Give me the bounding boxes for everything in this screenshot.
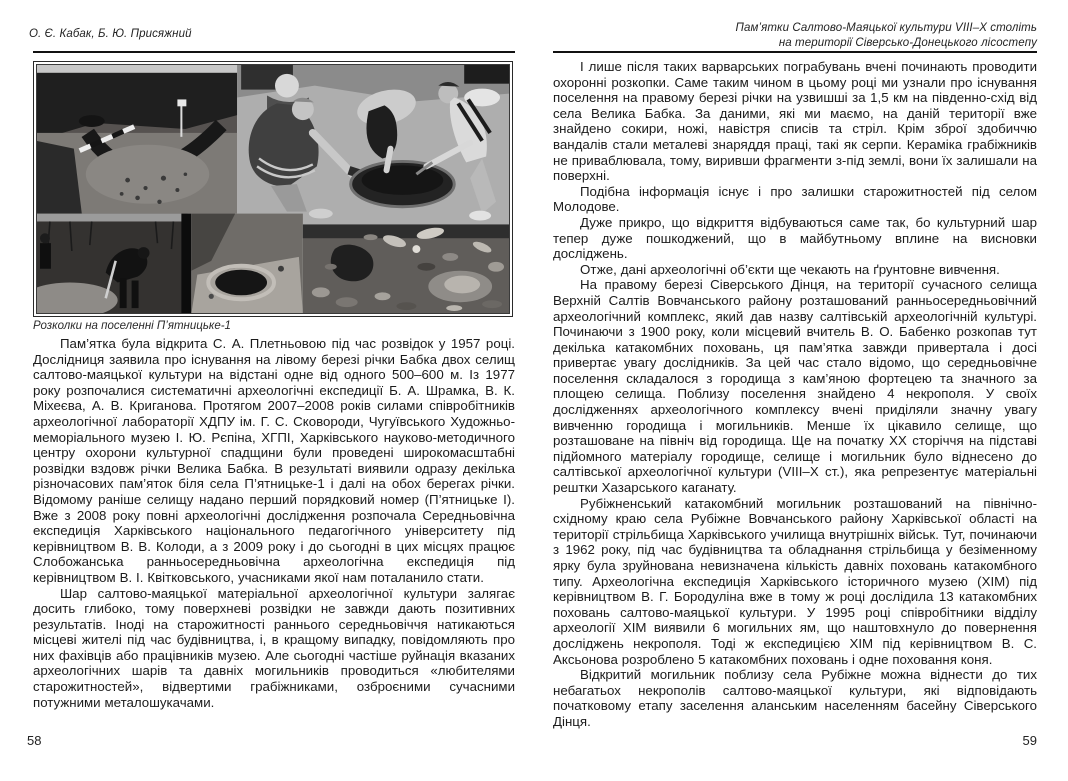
right-page-number: 59 xyxy=(1022,733,1037,748)
left-page-number: 58 xyxy=(27,733,42,748)
paragraph: Дуже прикро, що відкриття відбуваються саме так, бо культурний шар тепер дуже пошкоджений, що в майбутньому вплине на висновки досліджень. xyxy=(553,214,1037,262)
paragraph: І лише після таких варварських пограбувань вчені починають проводити охоронні розкопки. Саме таким чином в цьому році ми узнали про існування поселення на правому березі річки на узвишші за 1,5 км на південно-схід від села Велика Бабка. За даними, які ми маємо, на даній території вже знайдено сокири, ножі, навістря списів та стріл. Крім зброї здобиччю вандалів стали металеві знаряддя праці, такі як серпи. Кераміка грабіжників не приваблювала, тому, виривши фрагменти з-під землі, вони їх залишали на поверхні. xyxy=(553,59,1037,184)
left-header-rule xyxy=(33,51,515,53)
right-page xyxy=(553,0,1037,781)
paragraph: Відкритий могильник поблизу села Рубіжне можна віднести до тих небагатьох некрополів салтово-маяцької культури, які відповідають початковому етапу заселення аланським населенням басейну Сіверського Дінця. xyxy=(553,667,1037,729)
photo-caption: Розколки на поселенні П’ятницьке-1 xyxy=(33,320,231,332)
excavation-photo-montage xyxy=(33,61,513,317)
left-running-head: О. Є. Кабак, Б. Ю. Присяжний xyxy=(29,28,192,40)
excavation-photo-svg xyxy=(36,64,510,314)
right-running-head-line1: Пам’ятки Салтово-Маяцької культури VIII–X століть xyxy=(735,22,1037,34)
paragraph: Пам’ятка була відкрита С. А. Плетньовою під час розвідок у 1957 році. Дослідниця заявила про існування на лівому березі річки Бабка двох селищ салтово-маяцької культури на відстані одне від одного 500–600 м. Із 1977 року розпочалися систематичні археологічні експедиції Б. А. Шрамка, В. К. Міхеєва, А. В. Криганова. Протягом 2007–2008 років силами співробітників археологічної лабораторії ХДПУ ім. Г. С. Сковороди, Чугуївського Художньо-меморіального музею І. Ю. Рєпіна, ХГПІ, Харківського науково-методичного центру охорони культурної спадщини були проведені широкомасштабні розвідки вздовж річки Велика Бабка. В результаті виявили одразу декілька різночасових пам’яток біля села П’ятницьке-1 і далі на обох берегах річки. Відомому раніше селищу надано перший порядковий номер (П’ятницьке І). Вже з 2008 року повні археологічні дослідження розпочала Середньовічна експедиція Харківського національного педагогічного університету під керівництвом В. В. Колоди, а з 2009 року і до сьогодні в цих місцях працює Слобожанська ранньосередньовічна археологічна експедиція під керівництвом В. І. Квітковського, учасниками якої нам поталанило стати. xyxy=(33,336,515,585)
left-page xyxy=(27,0,515,781)
finds-washing-scene xyxy=(237,64,510,224)
right-body-text xyxy=(553,59,1037,730)
paragraph: Отже, дані археологічні об’єкти ще чекають на ґрунтовне вивчення. xyxy=(580,261,1000,277)
excavation-pit-scene xyxy=(36,64,237,214)
pit-floor-scene xyxy=(191,214,303,314)
right-running-head xyxy=(736,21,1037,50)
left-body-text xyxy=(33,336,515,710)
paragraph: На правому березі Сіверського Дінця, на території сучасного селища Верхній Салтів Вовчанського району розташований ранньосередньовічний археологічний комплекс, який дав назву салтівській археологічній культурі. Починаючи з 1900 року, коли місцевий вчитель В. О. Бабенко розкопав тут декілька катакомбних поховань, ця пам’ятка завжди привертала і досі привертає увагу дослідників. За цей час стало відомо, що середньовічне поселення складалося з городища з кам’яною фортецею та значного за площею селища. Поблизу поселення знайдено 4 некрополя. У своїх дослідженнях археологічного комплексу вчені приділяли значну увагу вивченню городища і могильників. Менше їх цікавило селище, що розташоване на північ від городища. Ще на початку XX сторіччя на підставі підйомного матеріалу городище, селище і могильник було віднесено до салтівської археологічної культури (VIII–X ст.), яка репрезентує матеріальні рештки Хазарського каганату. xyxy=(553,277,1037,496)
rubble-pit-scene xyxy=(303,224,510,314)
right-running-head-line2: на території Сіверсько-Донецького лісостепу xyxy=(778,36,1037,49)
paragraph: Подібна інформація існує і про залишки старожитностей під селом Молодове. xyxy=(553,183,1037,215)
digging-scene xyxy=(36,214,191,314)
paragraph: Шар салтово-маяцької матеріальної археологічної культури залягає досить глибоко, тому поверхневі розвідки не завжди дають позитивних результатів. Іноді на старожитності раннього середньовіччя натикаються місцеві жителі під час будівництва, і, в кращому випадку, повідомляють про них фахівців або працівників музею. Але сьогодні частіше руйнація вказаних археологічних шарів та давніх могильників проводиться «любителями старожитностей», відвертими грабіжниками, озброєними сучасними потужними металошукачами. xyxy=(33,585,515,710)
paragraph: Рубіжненський катакомбний могильник розташований на північно-східному краю села Рубіжне Вовчанського району Харківської області на території стрільбища Харківського училища внутрішніх військ. Тут, починаючи з 1962 року, під час будівництва та обладнання стрільбища у безіменному ярку була зруйнована невизначена кількість давніх поховань катакомбного типу. Археологічна експедиція Харківського історичного музею (ХІМ) під керівництвом В. Г. Бородуліна вже в тому ж році дослідила 13 катакомбних поховань салтово-маяцької культури. У 1995 році співробітники відділу археології ХІМ виявили 6 могильних ям, що наштовхнуло до повернення досліджень некрополя. Тоді ж експедицією ХІМ під керівництвом В. С. Аксьонова розроблено 5 катакомбних поховань і одне поховання коня. xyxy=(553,495,1037,667)
right-header-rule xyxy=(553,51,1037,53)
